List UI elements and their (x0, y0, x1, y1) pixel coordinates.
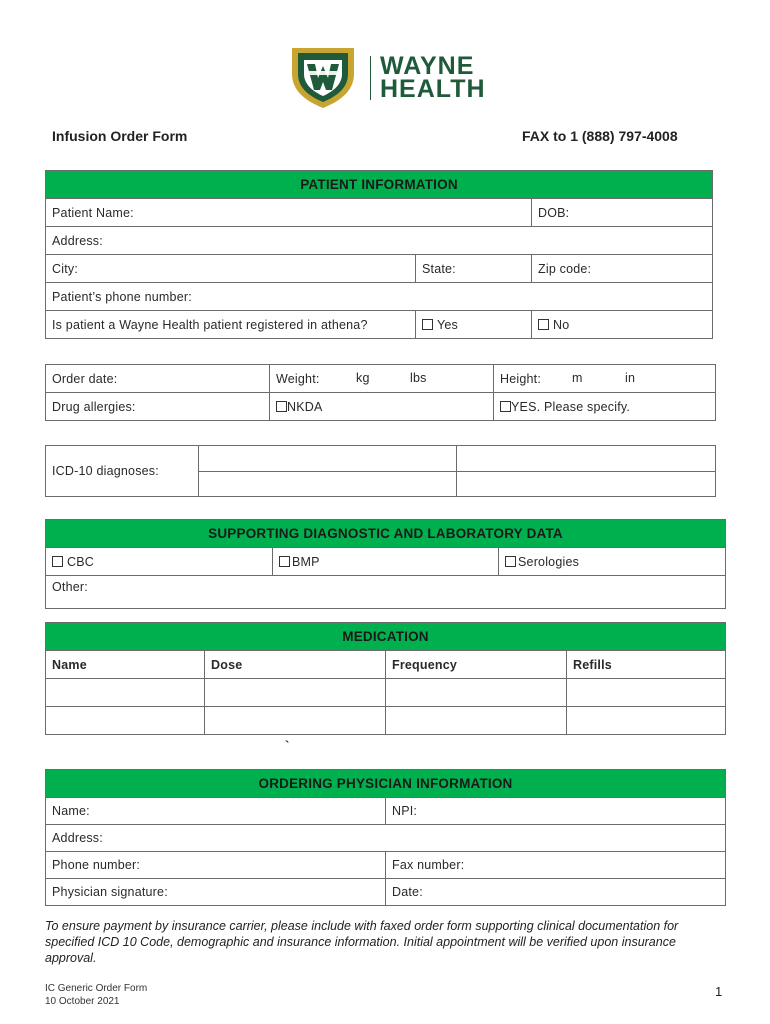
icd10-label: ICD-10 diagnoses: (46, 446, 199, 497)
registered-no-option[interactable] (532, 311, 713, 339)
lab-data-table (45, 519, 726, 609)
logo-text-wayne: WAYNE (380, 52, 475, 80)
serologies-option[interactable] (499, 548, 726, 576)
patient-name-field[interactable]: Patient Name: (46, 199, 532, 227)
icd10-code-3[interactable] (199, 471, 457, 497)
serologies-label: Serologies (518, 554, 580, 569)
medication-row-1-name[interactable] (46, 679, 205, 707)
cbc-option[interactable] (46, 548, 273, 576)
physician-phone-field[interactable]: Phone number: (46, 852, 386, 879)
medication-col-name: Name (46, 651, 205, 679)
fax-number: FAX to 1 (888) 797-4008 (522, 128, 678, 144)
page-number: 1 (715, 984, 723, 999)
icd10-table (45, 445, 716, 497)
city-field[interactable]: City: (46, 255, 416, 283)
footer-date: 10 October 2021 (45, 996, 120, 1007)
lab-data-header: SUPPORTING DIAGNOSTIC AND LABORATORY DATA (46, 520, 726, 548)
wayne-health-shield-icon (288, 44, 358, 110)
dob-field[interactable]: DOB: (532, 199, 713, 227)
medication-table (45, 622, 726, 735)
medication-row-1-dose[interactable] (205, 679, 386, 707)
patient-phone-field[interactable]: Patient’s phone number: (46, 283, 713, 311)
no-checkbox[interactable] (538, 319, 549, 330)
medication-row-2-name[interactable] (46, 707, 205, 735)
kg-unit: kg (356, 371, 370, 385)
yes-label: Yes (437, 317, 458, 332)
yes-checkbox[interactable] (422, 319, 433, 330)
physician-information-table (45, 769, 726, 906)
physician-information-header: ORDERING PHYSICIAN INFORMATION (46, 770, 726, 798)
icd10-code-1[interactable] (199, 446, 457, 472)
medication-header: MEDICATION (46, 623, 726, 651)
npi-field[interactable]: NPI: (386, 798, 726, 825)
cbc-label: CBC (67, 554, 94, 569)
other-lab-field[interactable]: Other: (46, 576, 726, 609)
zip-code-field[interactable]: Zip code: (532, 255, 713, 283)
patient-information-table (45, 170, 713, 339)
logo-divider (370, 56, 371, 100)
patient-information-header: PATIENT INFORMATION (46, 171, 713, 199)
icd10-code-4[interactable] (457, 471, 716, 497)
medication-col-refills: Refills (567, 651, 726, 679)
stray-mark: ` (285, 738, 290, 753)
physician-address-field[interactable]: Address: (46, 825, 726, 852)
logo (288, 44, 488, 110)
weight-label: Weight: (276, 371, 320, 386)
icd10-code-2[interactable] (457, 446, 716, 472)
registered-question: Is patient a Wayne Health patient registered in athena? (46, 311, 416, 339)
medication-row-2-frequency[interactable] (386, 707, 567, 735)
logo-text-health: HEALTH (380, 75, 486, 103)
height-field[interactable] (494, 365, 716, 393)
cbc-checkbox[interactable] (52, 556, 63, 567)
m-unit: m (572, 371, 583, 385)
registered-yes-option[interactable] (416, 311, 532, 339)
medication-row-2-refills[interactable] (567, 707, 726, 735)
physician-signature-field[interactable]: Physician signature: (46, 879, 386, 906)
in-unit: in (625, 371, 636, 385)
medication-col-dose: Dose (205, 651, 386, 679)
height-label: Height: (500, 371, 542, 386)
bmp-option[interactable] (273, 548, 499, 576)
order-date-field[interactable]: Order date: (46, 365, 270, 393)
form-title: Infusion Order Form (52, 128, 188, 144)
nkda-option[interactable] (270, 393, 494, 421)
allergy-yes-checkbox[interactable] (500, 401, 511, 412)
nkda-label: NKDA (287, 399, 323, 414)
serologies-checkbox[interactable] (505, 556, 516, 567)
bmp-checkbox[interactable] (279, 556, 290, 567)
bmp-label: BMP (292, 554, 320, 569)
medication-row-1-frequency[interactable] (386, 679, 567, 707)
no-label: No (553, 317, 570, 332)
medication-row-1-refills[interactable] (567, 679, 726, 707)
medication-col-frequency: Frequency (386, 651, 567, 679)
physician-date-field[interactable]: Date: (386, 879, 726, 906)
weight-field[interactable] (270, 365, 494, 393)
allergy-yes-label: YES. Please specify. (511, 399, 631, 414)
order-details-table (45, 364, 716, 421)
patient-address-field[interactable]: Address: (46, 227, 713, 255)
footer-form-id: IC Generic Order Form (45, 983, 148, 994)
lbs-unit: lbs (410, 371, 427, 385)
medication-row-2-dose[interactable] (205, 707, 386, 735)
physician-fax-field[interactable]: Fax number: (386, 852, 726, 879)
allergy-yes-option[interactable] (494, 393, 716, 421)
drug-allergies-label: Drug allergies: (46, 393, 270, 421)
state-field[interactable]: State: (416, 255, 532, 283)
insurance-note: To ensure payment by insurance carrier, please include with faxed order form supporting clinical documentation for specified ICD 10 Code, demographic and insurance information. Initial appointment will be verified upon insurance approval. (45, 919, 679, 965)
nkda-checkbox[interactable] (276, 401, 287, 412)
physician-name-field[interactable]: Name: (46, 798, 386, 825)
